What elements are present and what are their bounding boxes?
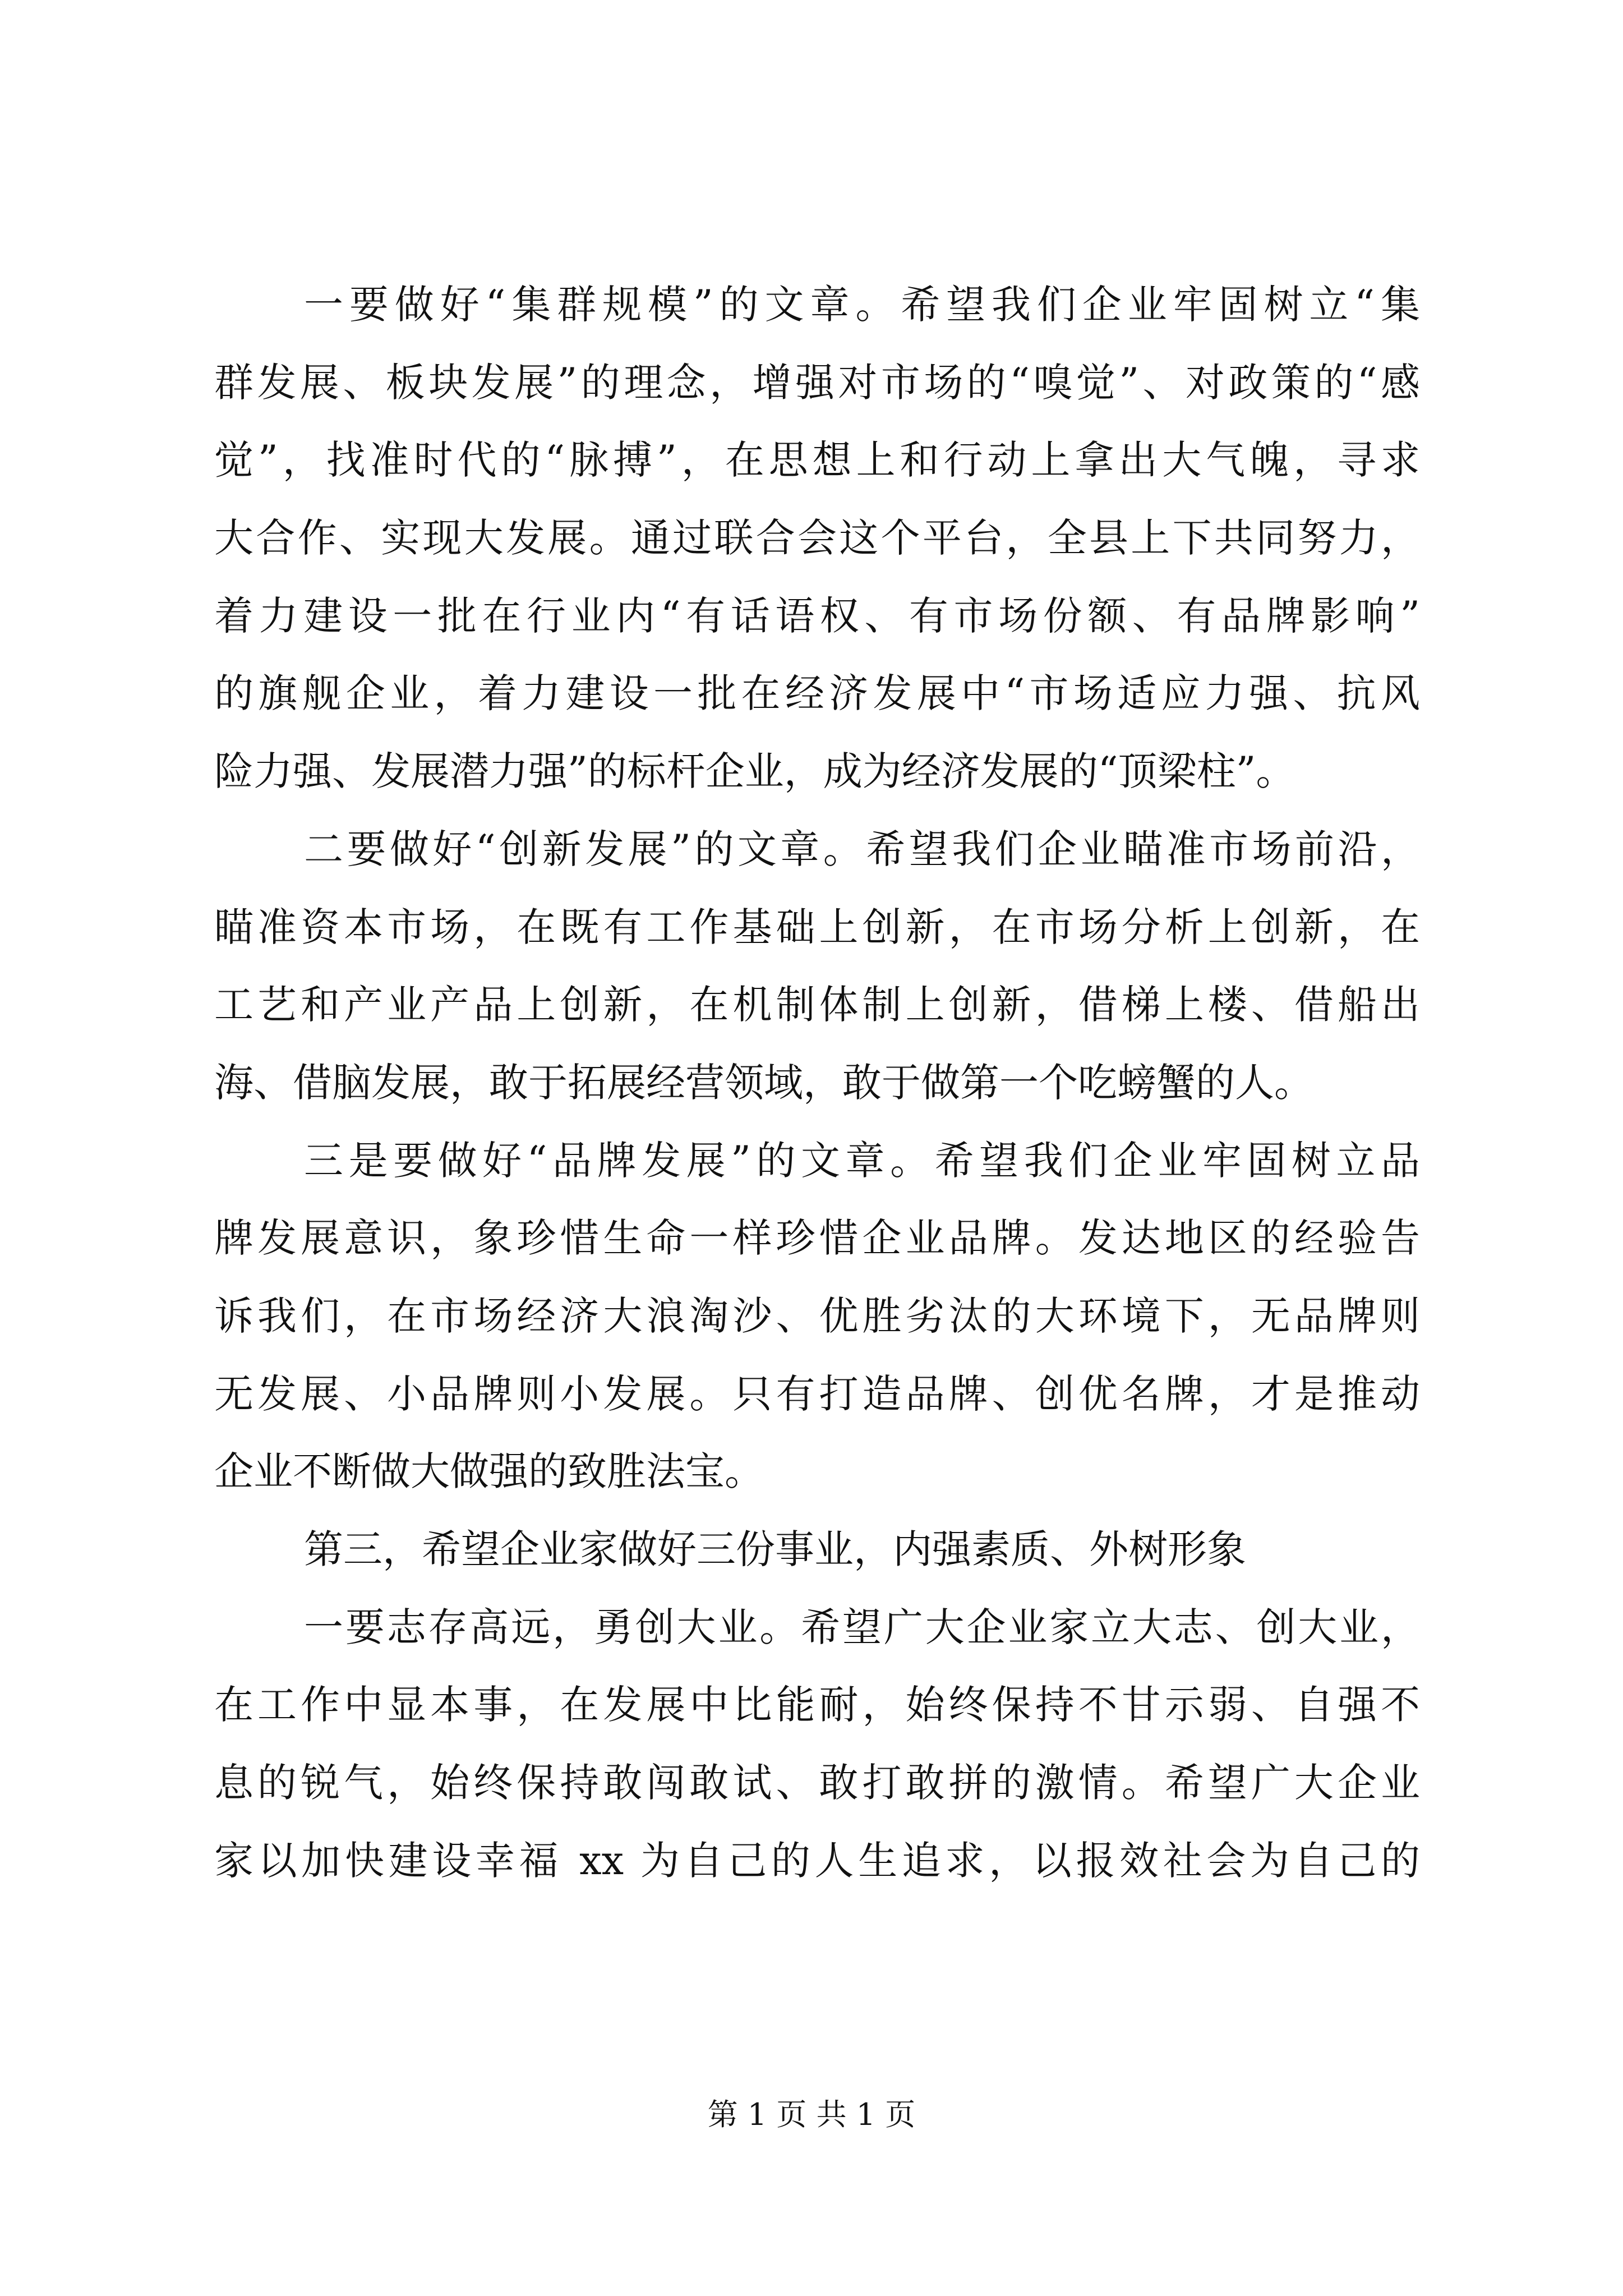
paragraph-line: 一要做好“集群规模”的文章。希望我们企业牢固树立“集 — [304, 282, 1420, 328]
paragraph-line: 家以加快建设幸福 xx 为自己的人生追求，以报效社会为自己的 — [214, 1837, 1420, 1884]
paragraph-line: 在工作中显本事，在发展中比能耐，始终保持不甘示弱、自强不 — [214, 1682, 1420, 1728]
paragraph-line: 三是要做好“品牌发展”的文章。希望我们企业牢固树立品 — [304, 1137, 1420, 1184]
paragraph-line: 企业不断做大做强的致胜法宝。 — [214, 1448, 764, 1495]
paragraph-line: 大合作、实现大发展。通过联合会这个平台，全县上下共同努力， — [214, 515, 1420, 562]
paragraph-line: 诉我们，在市场经济大浪淘沙、优胜劣汰的大环境下，无品牌则 — [214, 1292, 1420, 1339]
page-footer: 第 1 页 共 1 页 — [707, 2097, 916, 2132]
paragraph-line: 工艺和产业产品上创新，在机制体制上创新，借梯上楼、借船出 — [214, 982, 1420, 1028]
paragraph-line: 一要志存高远，勇创大业。希望广大企业家立大志、创大业， — [304, 1604, 1420, 1650]
paragraph-line: 瞄准资本市场，在既有工作基础上创新，在市场分析上创新，在 — [214, 904, 1420, 950]
document-body — [214, 266, 1420, 1899]
paragraph-line: 息的锐气，始终保持敢闯敢试、敢打敢拼的激情。希望广大企业 — [214, 1760, 1420, 1806]
paragraph-line: 着力建设一批在行业内“有话语权、有市场份额、有品牌影响” — [214, 592, 1420, 639]
paragraph-line: 海、借脑发展，敢于拓展经营领域，敢于做第一个吃螃蟹的人。 — [214, 1059, 1313, 1106]
section-heading: 第三，希望企业家做好三份事业，内强素质、外树形象 — [304, 1526, 1246, 1572]
paragraph-line: 无发展、小品牌则小发展。只有打造品牌、创优名牌，才是推动 — [214, 1370, 1420, 1417]
paragraph-line: 群发展、板块发展”的理念，增强对市场的“嗅觉”、对政策的“感 — [214, 359, 1420, 406]
paragraph-line: 的旗舰企业，着力建设一批在经济发展中“市场适应力强、抗风 — [214, 670, 1420, 717]
paragraph-line: 险力强、发展潜力强”的标杆企业，成为经济发展的“顶梁柱”。 — [214, 748, 1295, 795]
paragraph-line: 牌发展意识，象珍惜生命一样珍惜企业品牌。发达地区的经验告 — [214, 1215, 1420, 1262]
paragraph-line: 二要做好“创新发展”的文章。希望我们企业瞄准市场前沿， — [304, 826, 1420, 872]
paragraph-line: 觉”，找准时代的“脉搏”，在思想上和行动上拿出大气魄，寻求 — [214, 437, 1420, 484]
